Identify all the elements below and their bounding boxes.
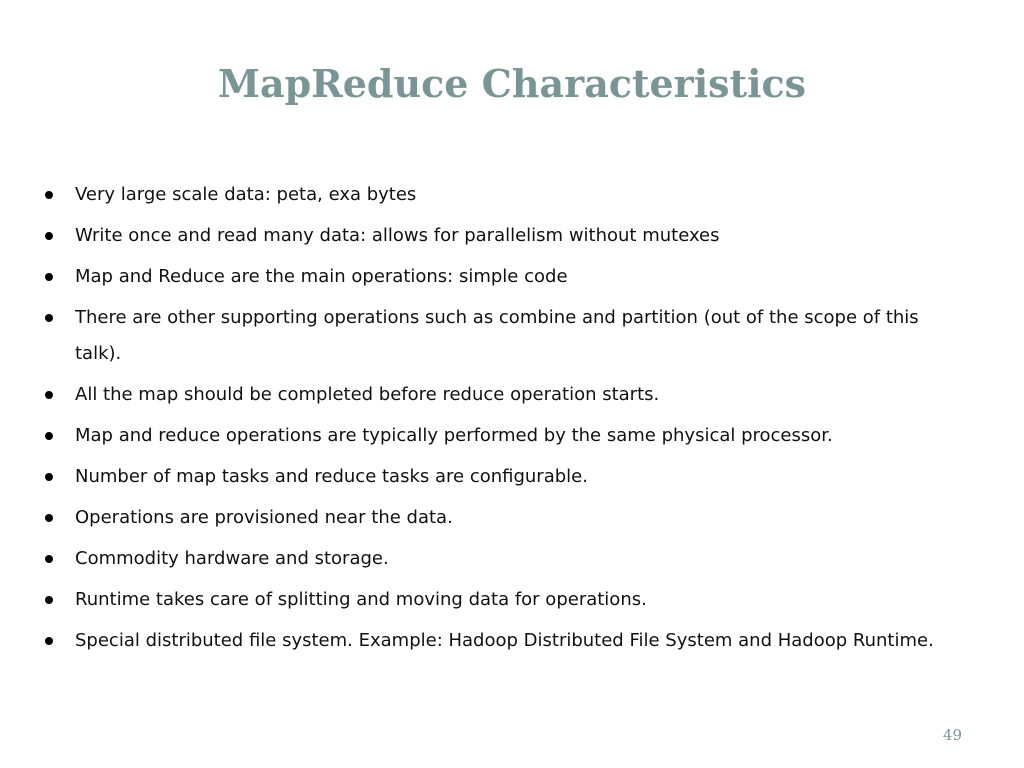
bullet-text: Map and reduce operations are typically performed by the same physical processor.: [75, 425, 833, 446]
bullet-item: [43, 300, 963, 372]
bullet-text: There are other supporting operations such as combine and partition (out of the scope of this talk).: [75, 307, 919, 364]
bullet-item: [43, 418, 963, 454]
bullet-item: [43, 582, 963, 618]
bullet-dot-icon: [45, 191, 53, 199]
bullet-text: Runtime takes care of splitting and moving data for operations.: [75, 589, 647, 610]
bullet-dot-icon: [45, 555, 53, 563]
bullet-dot-icon: [45, 596, 53, 604]
bullet-item: [43, 218, 963, 254]
bullet-list: [43, 177, 963, 664]
bullet-item: [43, 377, 963, 413]
bullet-text: Map and Reduce are the main operations: simple code: [75, 266, 568, 287]
bullet-dot-icon: [45, 391, 53, 399]
bullet-text: All the map should be completed before reduce operation starts.: [75, 384, 660, 405]
bullet-item: [43, 500, 963, 536]
bullet-item: [43, 623, 963, 659]
bullet-dot-icon: [45, 232, 53, 240]
bullet-text: Write once and read many data: allows for parallelism without mutexes: [75, 225, 720, 246]
bullet-dot-icon: [45, 432, 53, 440]
bullet-item: [43, 541, 963, 577]
bullet-text: Operations are provisioned near the data.: [75, 507, 453, 528]
bullet-text: Special distributed file system. Example: Hadoop Distributed File System and Hadoop Runtime.: [75, 630, 934, 651]
bullet-text: Number of map tasks and reduce tasks are configurable.: [75, 466, 588, 487]
bullet-item: [43, 459, 963, 495]
bullet-text: Very large scale data: peta, exa bytes: [75, 184, 417, 205]
slide-title: MapReduce Characteristics: [217, 61, 807, 106]
page-number: 49: [942, 726, 962, 744]
bullet-item: [43, 177, 963, 213]
bullet-dot-icon: [45, 314, 53, 322]
bullet-item: [43, 259, 963, 295]
bullet-dot-icon: [45, 473, 53, 481]
bullet-dot-icon: [45, 514, 53, 522]
bullet-dot-icon: [45, 273, 53, 281]
bullet-dot-icon: [45, 637, 53, 645]
bullet-text: Commodity hardware and storage.: [75, 548, 389, 569]
